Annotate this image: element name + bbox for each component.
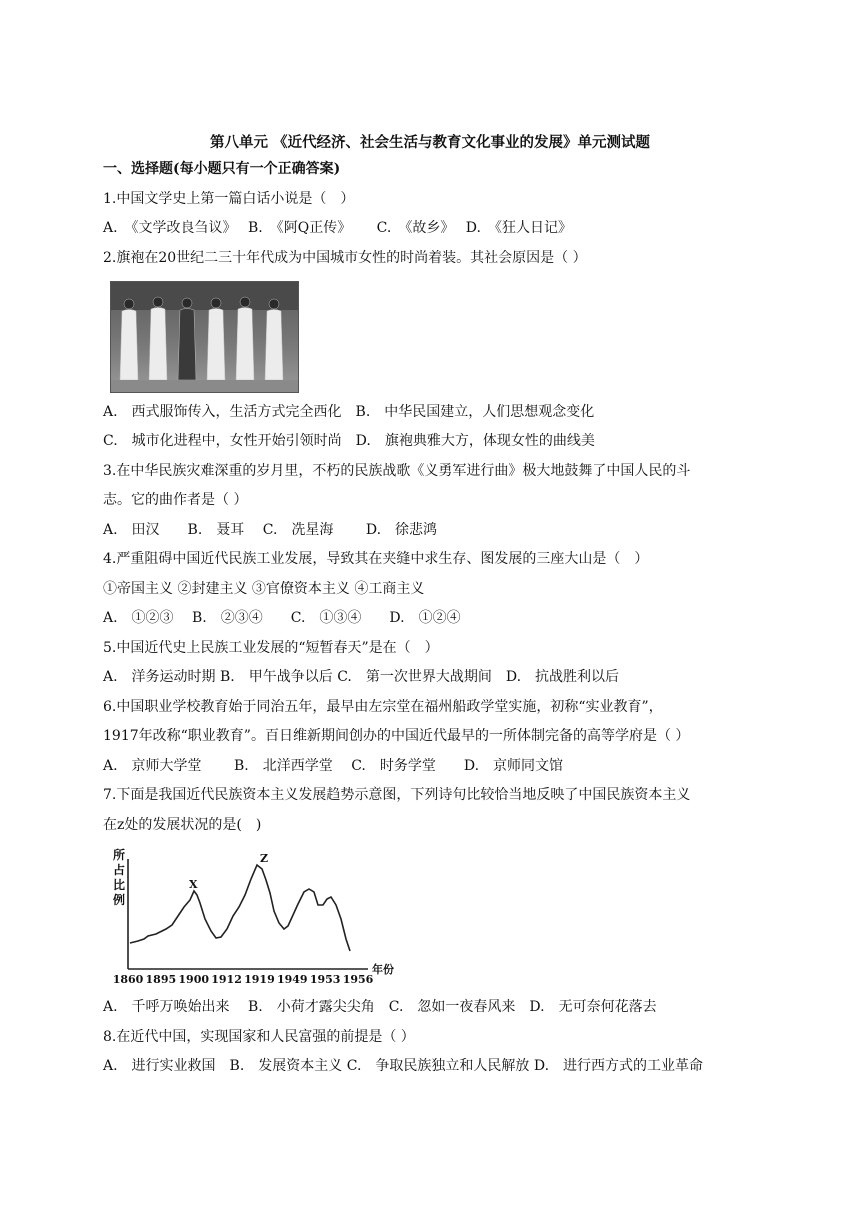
question-6-stem-line-2: 1917年改称“职业教育”。百日维新期间创办的中国近代最早的一所体制完备的高等学府是（ ） — [103, 728, 690, 744]
question-6-stem-line-1: 6.中国职业学校教育始于同治五年，最早由左宗堂在福州船政学堂实施，初称“实业教育”， — [103, 699, 663, 715]
trend-line — [130, 865, 350, 951]
section-heading: 一、选择题(每小题只有一个正确答案) — [103, 161, 341, 177]
question-8-stem: 8.在近代中国，实现国家和人民富强的前提是（ ） — [103, 1029, 415, 1045]
x-tick-label: 1912 — [211, 973, 242, 985]
x-tick-label: 1953 — [309, 973, 341, 985]
x-tick-label: 1919 — [244, 973, 275, 985]
y-axis-label — [113, 847, 125, 907]
question-1-options: A. 《文学改良刍议》 B. 《阿Q正传》 C. 《故乡》 D. 《狂人日记》 — [103, 220, 572, 236]
question-7-options: A. 千呼万唤始出来 B. 小荷才露尖尖角 C. 忽如一夜春风来 D. 无可奈何花落去 — [103, 999, 657, 1015]
trend-chart-svg — [108, 845, 398, 985]
question-7-stem-line-1: 7.下面是我国近代民族资本主义发展趋势示意图，下列诗句比较恰当地反映了中国民族资本主义 — [103, 787, 691, 803]
question-1-stem: 1.中国文学史上第一篇白话小说是（ ） — [103, 191, 355, 207]
point-label-x: X — [189, 878, 198, 891]
question-6-options: A. 京师大学堂 B. 北洋西学堂 C. 时务学堂 D. 京师同文馆 — [103, 758, 564, 774]
point-label-z: Z — [260, 852, 269, 865]
x-tick-labels — [113, 973, 374, 985]
capitalism-trend-chart — [108, 845, 398, 985]
x-axis-label: 年份 — [372, 963, 394, 976]
question-3-options: A. 田汉 B. 聂耳 C. 冼星海 D. 徐悲鸿 — [103, 522, 438, 538]
question-5-stem: 5.中国近代史上民族工业发展的“短暂春天”是在（ ） — [103, 640, 439, 656]
question-4-items: ①帝国主义 ②封建主义 ③官僚资本主义 ④工商主义 — [103, 581, 425, 597]
question-2-options-line-2: C. 城市化进程中，女性开始引领时尚 D. 旗袍典雅大方，体现女性的曲线美 — [103, 433, 595, 449]
question-5-options: A. 洋务运动时期 B. 甲午战争以后 C. 第一次世界大战期间 D. 抗战胜利以后 — [103, 669, 620, 685]
page-title: 第八单元 《近代经济、社会生活与教育文化事业的发展》单元测试题 — [209, 134, 651, 151]
qipao-women-photo — [110, 281, 299, 393]
y-axis-label-char: 占 — [113, 863, 126, 877]
question-3-stem-line-2: 志。它的曲作者是（ ） — [103, 492, 248, 508]
x-tick-label: 1860 — [112, 973, 144, 985]
question-4-options: A. ①②③ B. ②③④ C. ①③④ D. ①②④ — [103, 610, 461, 626]
question-7-stem-line-2: 在z处的发展状况的是( ) — [103, 817, 262, 833]
y-axis-label-char: 比 — [113, 878, 126, 892]
question-4-stem: 4.严重阻碍中国近代民族工业发展，导致其在夹缝中求生存、图发展的三座大山是（ ） — [103, 551, 649, 567]
question-8-options: A. 进行实业救国 B. 发展资本主义 C. 争取民族独立和人民解放 D. 进行西方式的工业革命 — [103, 1058, 704, 1074]
x-tick-label: 1949 — [276, 973, 308, 985]
x-tick-label: 1895 — [145, 973, 177, 985]
question-3-stem-line-1: 3.在中华民族灾难深重的岁月里，不朽的民族战歌《义勇军进行曲》极大地鼓舞了中国人民的斗 — [103, 463, 691, 479]
x-tick-label: 1956 — [342, 973, 374, 985]
question-2-stem: 2.旗袍在20世纪二三十年代成为中国城市女性的时尚着装。其社会原因是（ ） — [103, 250, 587, 266]
x-tick-label: 1900 — [178, 973, 210, 985]
question-2-options-line-1: A. 西式服饰传入，生活方式完全西化 B. 中华民国建立，人们思想观念变化 — [103, 404, 595, 420]
y-axis-label-char: 例 — [113, 893, 126, 907]
y-axis-label-char: 所 — [113, 848, 126, 862]
